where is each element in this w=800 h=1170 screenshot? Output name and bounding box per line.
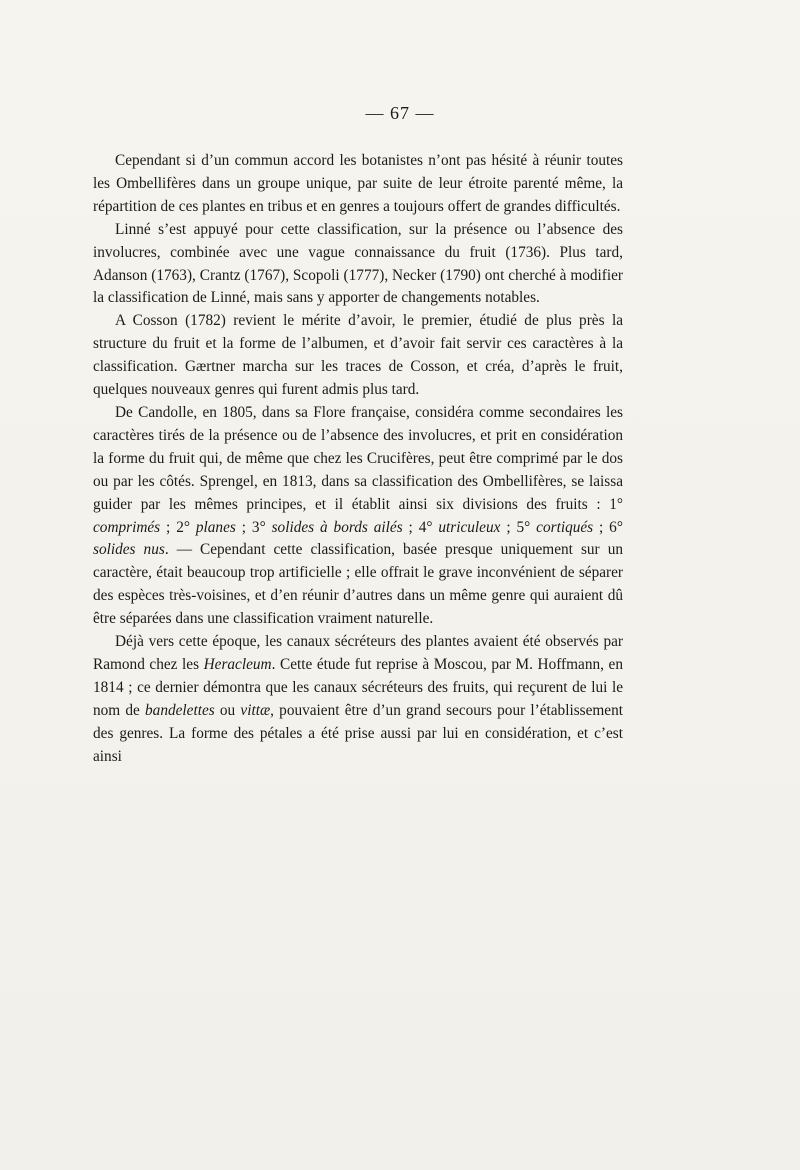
page-number: — 67 —: [365, 103, 435, 123]
body-text: [93, 150, 623, 768]
italic-text-segment: solides nus: [93, 541, 165, 559]
italic-text-segment: vittæ: [240, 701, 271, 719]
italic-text-segment: cortiqués: [536, 518, 594, 536]
italic-text-segment: solides à bords ailés: [271, 518, 403, 536]
text-segment: , pouvaient être d’un grand secours pour l’établissement des genres. La forme des pétales a été prise aussi par lui en considération, et c’est ainsi: [93, 701, 623, 765]
italic-text-segment: Heracleum: [203, 655, 272, 673]
text-segment: ; 5°: [500, 518, 537, 536]
paragraph: [93, 310, 623, 402]
italic-text-segment: utriculeux: [438, 518, 501, 536]
text-segment: ; 6°: [593, 518, 623, 536]
text-segment: ou: [214, 701, 241, 719]
text-segment: . — Cependant cette classification, basée presque uniquement sur un caractère, était beaucoup trop artificielle ; elle offrait le grave inconvénient de séparer des espèces très-voisines, et d’en réunir d’autres dans un même genre qui auraient dû être séparées dans une classification vraiment naturelle.: [93, 541, 623, 628]
text-segment: ; 2°: [160, 518, 196, 536]
italic-text-segment: planes: [195, 518, 236, 536]
paragraph: [93, 631, 623, 768]
text-segment: Déjà vers cette époque, les canaux sécréteurs des plantes avaient été observés par Ramond chez les: [93, 633, 623, 673]
paragraph: [93, 150, 623, 219]
italic-text-segment: comprimés: [93, 518, 161, 536]
text-segment: ; 3°: [235, 518, 272, 536]
text-segment: . Cette étude fut reprise à Moscou, par M. Hoffmann, en 1814 ; ce dernier démontra que les canaux sécréteurs des fruits, qui reçurent de lui le nom de: [93, 655, 623, 719]
text-segment: Linné s’est appuyé pour cette classification, sur la présence ou l’absence des involucres, combinée avec une vague connaissance du fruit (1736). Plus tard, Adanson (1763), Crantz (1767), Scopoli (1777), Necker (1790) ont cherché à modifier la classification de Linné, mais sans y apporter de changements notables.: [93, 220, 623, 307]
paragraph: [93, 402, 623, 631]
paragraph: [93, 219, 623, 311]
italic-text-segment: bandelettes: [145, 701, 215, 719]
text-segment: Cependant si d’un commun accord les botanistes n’ont pas hésité à réunir toutes les Ombellifères dans un groupe unique, par suite de leur étroite parenté même, la répartition de ces plantes en tribus et en genres a toujours offert de grandes difficultés.: [93, 152, 623, 215]
text-segment: ; 4°: [402, 518, 439, 536]
text-segment: A Cosson (1782) revient le mérite d’avoir, le premier, étudié de plus près la structure du fruit et la forme de l’albumen, et d’avoir fait servir ces caractères à la classification. Gærtner marcha sur les traces de Cosson, et créa, d’après le fruit, quelques nouveaux genres qui furent admis plus tard.: [93, 312, 623, 399]
text-segment: De Candolle, en 1805, dans sa Flore française, considéra comme secondaires les caractères tirés de la présence ou de l’absence des involucres, et prit en considération la forme du fruit qui, de même que chez les Crucifères, peut être comprimé par le dos ou par les côtés. Sprengel, en 1813, dans sa classification des Ombellifères, se laissa guider par les mêmes principes, et il établit ainsi six divisions des fruits : 1°: [93, 403, 623, 513]
